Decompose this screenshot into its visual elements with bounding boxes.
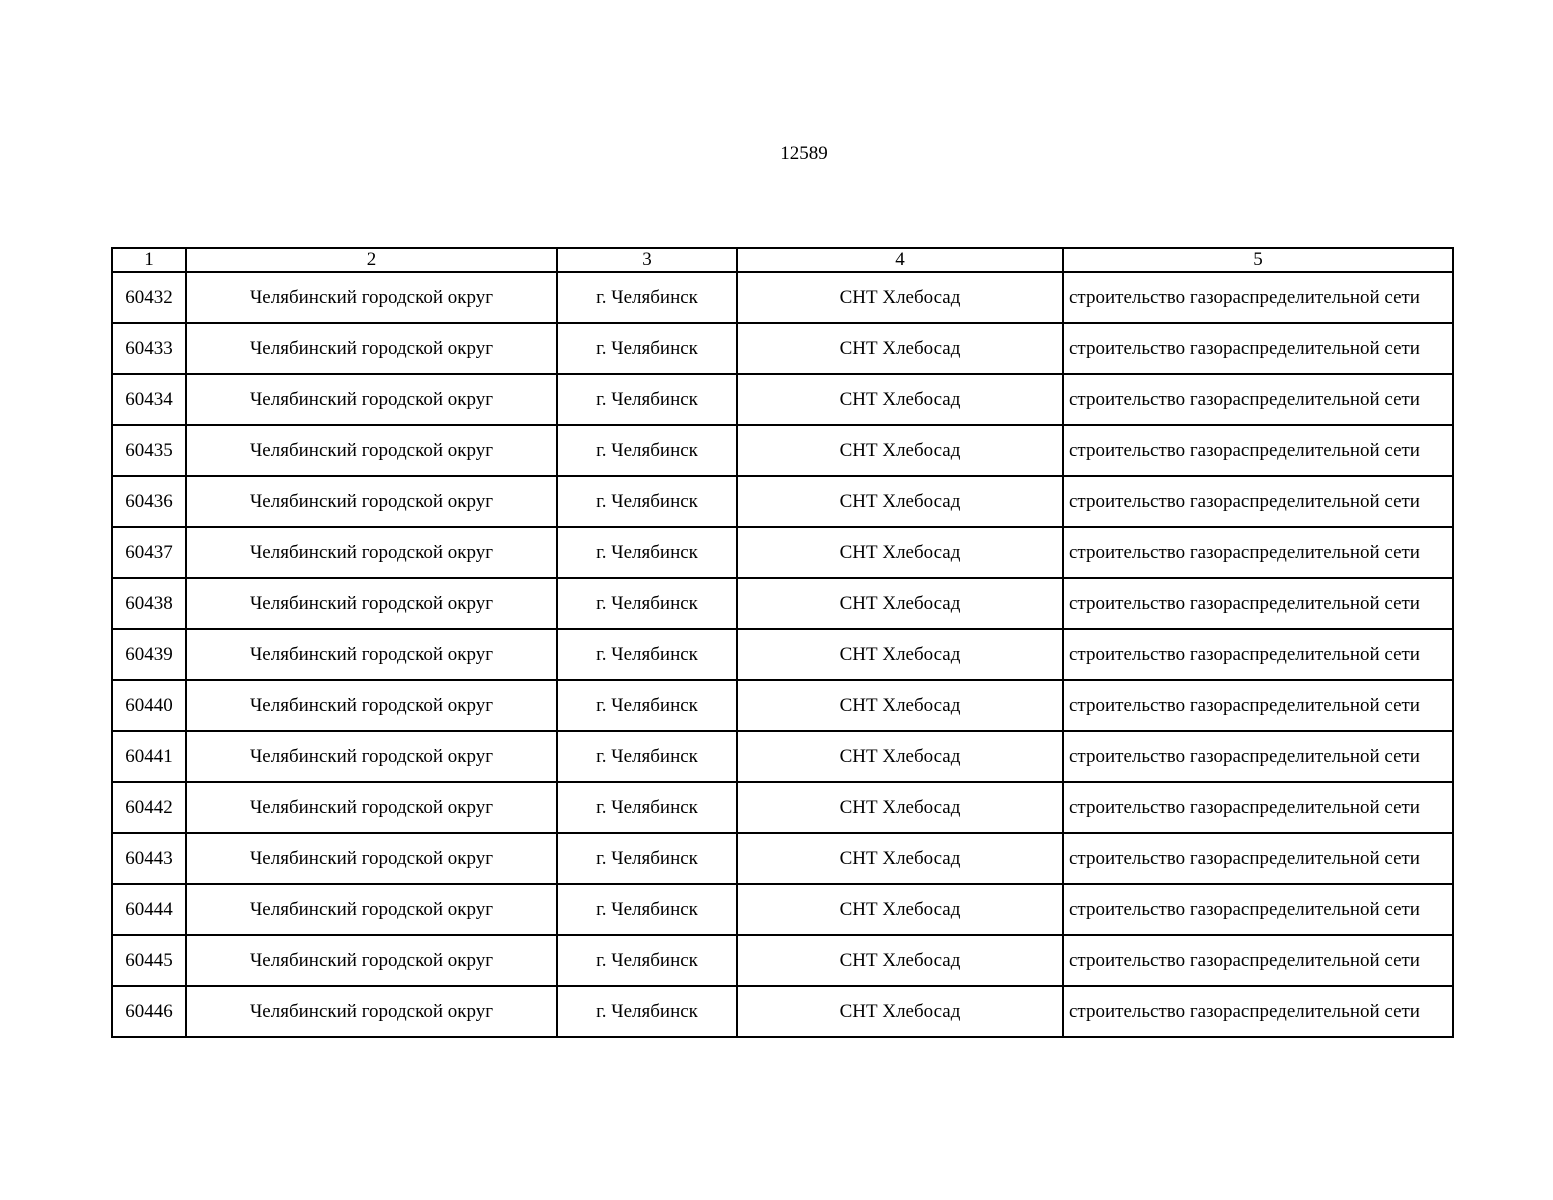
cell-location: СНТ Хлебосад xyxy=(737,986,1063,1037)
cell-location: СНТ Хлебосад xyxy=(737,884,1063,935)
table-body xyxy=(112,272,1453,1037)
page-number: 12589 xyxy=(780,143,828,164)
cell-number: 60432 xyxy=(112,272,186,323)
cell-municipality: Челябинский городской округ xyxy=(186,374,557,425)
cell-settlement: г. Челябинск xyxy=(557,527,737,578)
header-cell-3: 3 xyxy=(557,248,737,272)
header-cell-1: 1 xyxy=(112,248,186,272)
table-row xyxy=(112,782,1453,833)
cell-location: СНТ Хлебосад xyxy=(737,323,1063,374)
cell-municipality: Челябинский городской округ xyxy=(186,935,557,986)
cell-municipality: Челябинский городской округ xyxy=(186,986,557,1037)
table-header xyxy=(112,248,1453,272)
cell-location: СНТ Хлебосад xyxy=(737,272,1063,323)
cell-location: СНТ Хлебосад xyxy=(737,476,1063,527)
cell-municipality: Челябинский городской округ xyxy=(186,629,557,680)
cell-municipality: Челябинский городской округ xyxy=(186,680,557,731)
table-row xyxy=(112,323,1453,374)
cell-settlement: г. Челябинск xyxy=(557,731,737,782)
cell-municipality: Челябинский городской округ xyxy=(186,323,557,374)
cell-municipality: Челябинский городской округ xyxy=(186,527,557,578)
cell-settlement: г. Челябинск xyxy=(557,629,737,680)
header-row xyxy=(112,248,1453,272)
cell-location: СНТ Хлебосад xyxy=(737,935,1063,986)
cell-purpose: строительство газораспределительной сети xyxy=(1063,731,1453,782)
table-row xyxy=(112,833,1453,884)
cell-location: СНТ Хлебосад xyxy=(737,629,1063,680)
cell-purpose: строительство газораспределительной сети xyxy=(1063,884,1453,935)
cell-number: 60433 xyxy=(112,323,186,374)
cell-purpose: строительство газораспределительной сети xyxy=(1063,935,1453,986)
cell-settlement: г. Челябинск xyxy=(557,578,737,629)
cell-settlement: г. Челябинск xyxy=(557,476,737,527)
cell-number: 60434 xyxy=(112,374,186,425)
table-row xyxy=(112,629,1453,680)
cell-settlement: г. Челябинск xyxy=(557,680,737,731)
cell-purpose: строительство газораспределительной сети xyxy=(1063,323,1453,374)
cell-purpose: строительство газораспределительной сети xyxy=(1063,629,1453,680)
cell-settlement: г. Челябинск xyxy=(557,272,737,323)
cell-municipality: Челябинский городской округ xyxy=(186,425,557,476)
cell-number: 60443 xyxy=(112,833,186,884)
cell-number: 60435 xyxy=(112,425,186,476)
table-row xyxy=(112,680,1453,731)
cell-location: СНТ Хлебосад xyxy=(737,578,1063,629)
cell-location: СНТ Хлебосад xyxy=(737,782,1063,833)
cell-purpose: строительство газораспределительной сети xyxy=(1063,578,1453,629)
cell-settlement: г. Челябинск xyxy=(557,425,737,476)
table-row xyxy=(112,476,1453,527)
header-cell-2: 2 xyxy=(186,248,557,272)
cell-purpose: строительство газораспределительной сети xyxy=(1063,986,1453,1037)
header-cell-5: 5 xyxy=(1063,248,1453,272)
table-row xyxy=(112,935,1453,986)
cell-settlement: г. Челябинск xyxy=(557,935,737,986)
cell-purpose: строительство газораспределительной сети xyxy=(1063,527,1453,578)
cell-location: СНТ Хлебосад xyxy=(737,425,1063,476)
table-row xyxy=(112,884,1453,935)
cell-purpose: строительство газораспределительной сети xyxy=(1063,425,1453,476)
cell-purpose: строительство газораспределительной сети xyxy=(1063,680,1453,731)
cell-settlement: г. Челябинск xyxy=(557,323,737,374)
table-row xyxy=(112,578,1453,629)
data-table xyxy=(111,247,1454,1038)
cell-number: 60445 xyxy=(112,935,186,986)
cell-number: 60441 xyxy=(112,731,186,782)
cell-number: 60440 xyxy=(112,680,186,731)
cell-location: СНТ Хлебосад xyxy=(737,527,1063,578)
cell-number: 60446 xyxy=(112,986,186,1037)
cell-number: 60436 xyxy=(112,476,186,527)
cell-municipality: Челябинский городской округ xyxy=(186,476,557,527)
cell-location: СНТ Хлебосад xyxy=(737,731,1063,782)
cell-location: СНТ Хлебосад xyxy=(737,374,1063,425)
cell-municipality: Челябинский городской округ xyxy=(186,272,557,323)
cell-number: 60442 xyxy=(112,782,186,833)
cell-municipality: Челябинский городской округ xyxy=(186,731,557,782)
cell-number: 60437 xyxy=(112,527,186,578)
cell-purpose: строительство газораспределительной сети xyxy=(1063,272,1453,323)
table-row xyxy=(112,425,1453,476)
cell-settlement: г. Челябинск xyxy=(557,986,737,1037)
header-cell-4: 4 xyxy=(737,248,1063,272)
table-row xyxy=(112,374,1453,425)
cell-municipality: Челябинский городской округ xyxy=(186,578,557,629)
cell-location: СНТ Хлебосад xyxy=(737,680,1063,731)
cell-settlement: г. Челябинск xyxy=(557,884,737,935)
cell-number: 60438 xyxy=(112,578,186,629)
cell-municipality: Челябинский городской округ xyxy=(186,833,557,884)
cell-municipality: Челябинский городской округ xyxy=(186,884,557,935)
cell-purpose: строительство газораспределительной сети xyxy=(1063,782,1453,833)
cell-purpose: строительство газораспределительной сети xyxy=(1063,833,1453,884)
table-row xyxy=(112,731,1453,782)
cell-number: 60439 xyxy=(112,629,186,680)
cell-municipality: Челябинский городской округ xyxy=(186,782,557,833)
cell-location: СНТ Хлебосад xyxy=(737,833,1063,884)
cell-purpose: строительство газораспределительной сети xyxy=(1063,374,1453,425)
cell-settlement: г. Челябинск xyxy=(557,782,737,833)
cell-purpose: строительство газораспределительной сети xyxy=(1063,476,1453,527)
cell-settlement: г. Челябинск xyxy=(557,833,737,884)
cell-number: 60444 xyxy=(112,884,186,935)
table-row xyxy=(112,986,1453,1037)
table-row xyxy=(112,272,1453,323)
table-row xyxy=(112,527,1453,578)
cell-settlement: г. Челябинск xyxy=(557,374,737,425)
